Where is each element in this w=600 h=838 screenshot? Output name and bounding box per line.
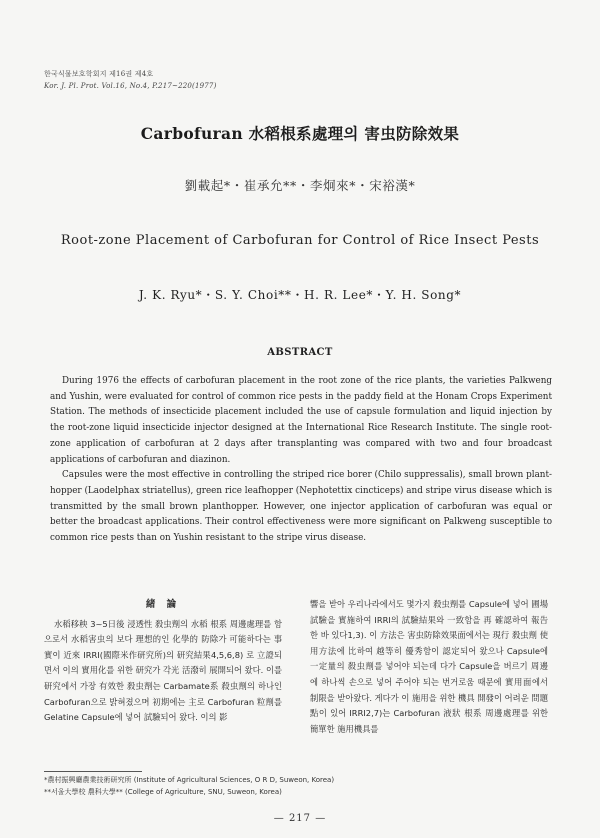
intro-text-right: 響을 받아 우리나라에서도 몇가지 殺虫劑를 Capsule에 넣어 圃場試驗을 實施하여 IRRI의 試驗結果와 一致함을 再 確認하여 報告한 바 있다1,3). 이 方法은 害虫防除效果面에서는 現行 殺虫劑 使用方法에 比하여 越等히 優秀함이 認定되어 왔으나 Capsule에 一定量의 殺虫劑를 넣어야 되는데 다가 Capsule을 버르기 周邊에 하나씩 손으로 넣어 주어야 되는 번거로움 때문에 實用面에서 制限을 받아왔다. 게다가 이 施用을 위한 機具 開發이 어려운 問題點이 있어 IRRI2,7)는 Carbofuran 液狀 根系 周邊處理를 위한 簡單한 施用機具를 [310, 599, 548, 734]
footnote-affiliation-2: **서울大學校 農科大學** (College of Agriculture, SNU, Suweon, Korea) [44, 788, 282, 796]
journal-line-en: Kor. J. Pl. Prot. Vol.16, No.4, P.217~220(1977) [44, 82, 217, 90]
intro-heading: 緒 論 [145, 599, 181, 610]
authors-english: J. K. Ryu*・S. Y. Choi**・H. R. Lee*・Y. H. Song* [138, 288, 462, 302]
intro-column-left [44, 597, 282, 726]
paper-title-english: Root-zone Placement of Carbofuran for Control of Rice Insect Pests [60, 233, 540, 248]
abstract-paragraph-2: Capsules were the most effective in controlling the striped rice borer (Chilo suppressalis), small brown plant-hopper (Laodelphax striatellus), green rice leafhopper (Nephotettix cincticeps) and stripe virus disease which is transmitted by the small brown planthopper. However, one injector application of carbofuran was equal or better the broadcast applications. Their control effectiveness were more significant on Palkweng susceptible to common rice pests than on Yushin resistant to the stripe virus disease. [50, 470, 552, 544]
abstract-paragraph-1: During 1976 the effects of carbofuran placement in the root zone of the rice plants, the varieties Palkweng and Yushin, were evaluated for control of common rice pests in the paddy field at the Honam Crops Experiment Station. The methods of insecticide placement included the use of capsule formulation and liquid injection by the root-zone liquid insecticide injector designed at the International Rice Research Institute. The single root-zone application of carbofuran at 2 days after transplanting was compared with two and four broadcast applications of carbofuran and diazinon. [50, 376, 552, 465]
journal-header [44, 68, 217, 92]
footnote-divider [44, 771, 142, 772]
journal-line-ko: 한국식물보호학회지 제16권 제4호 [44, 70, 154, 78]
footnotes [44, 774, 334, 798]
abstract-body [50, 374, 552, 547]
page-number: — 217 — [273, 813, 327, 824]
authors-korean: 劉載起*・崔承允**・李炯來*・宋裕漢* [184, 178, 416, 193]
footnote-affiliation-1: *農村振興廳農業技術研究所 (Institute of Agricultural Sciences, O R D, Suweon, Korea) [44, 776, 335, 784]
paper-title-korean: Carbofuran 水稻根系處理의 害虫防除效果 [140, 124, 460, 143]
intro-text-left: 水稻移秧 3~5日後 浸透性 殺虫劑의 水稻 根系 周邊處理를 함으로서 水稻害虫의 보다 理想的인 化學的 防除가 可能하다는 事實이 近來 IRRI(國際米作研究所)의 研究結果4,5,6,8) 로 立證되면서 이의 實用化를 위한 研究가 각光 活潑히 展開되어 왔다. 이를 研究에서 가장 有效한 殺虫劑는 Carbamate系 殺虫劑의 하나인 Carbofuran으로 밝혀졌으며 初期에는 主로 Carbofuran 粒劑를 Gelatine Capsule에 넣어 試驗되어 왔다. 이의 影 [44, 618, 282, 723]
intro-column-right [310, 597, 548, 737]
abstract-heading: ABSTRACT [267, 347, 333, 358]
